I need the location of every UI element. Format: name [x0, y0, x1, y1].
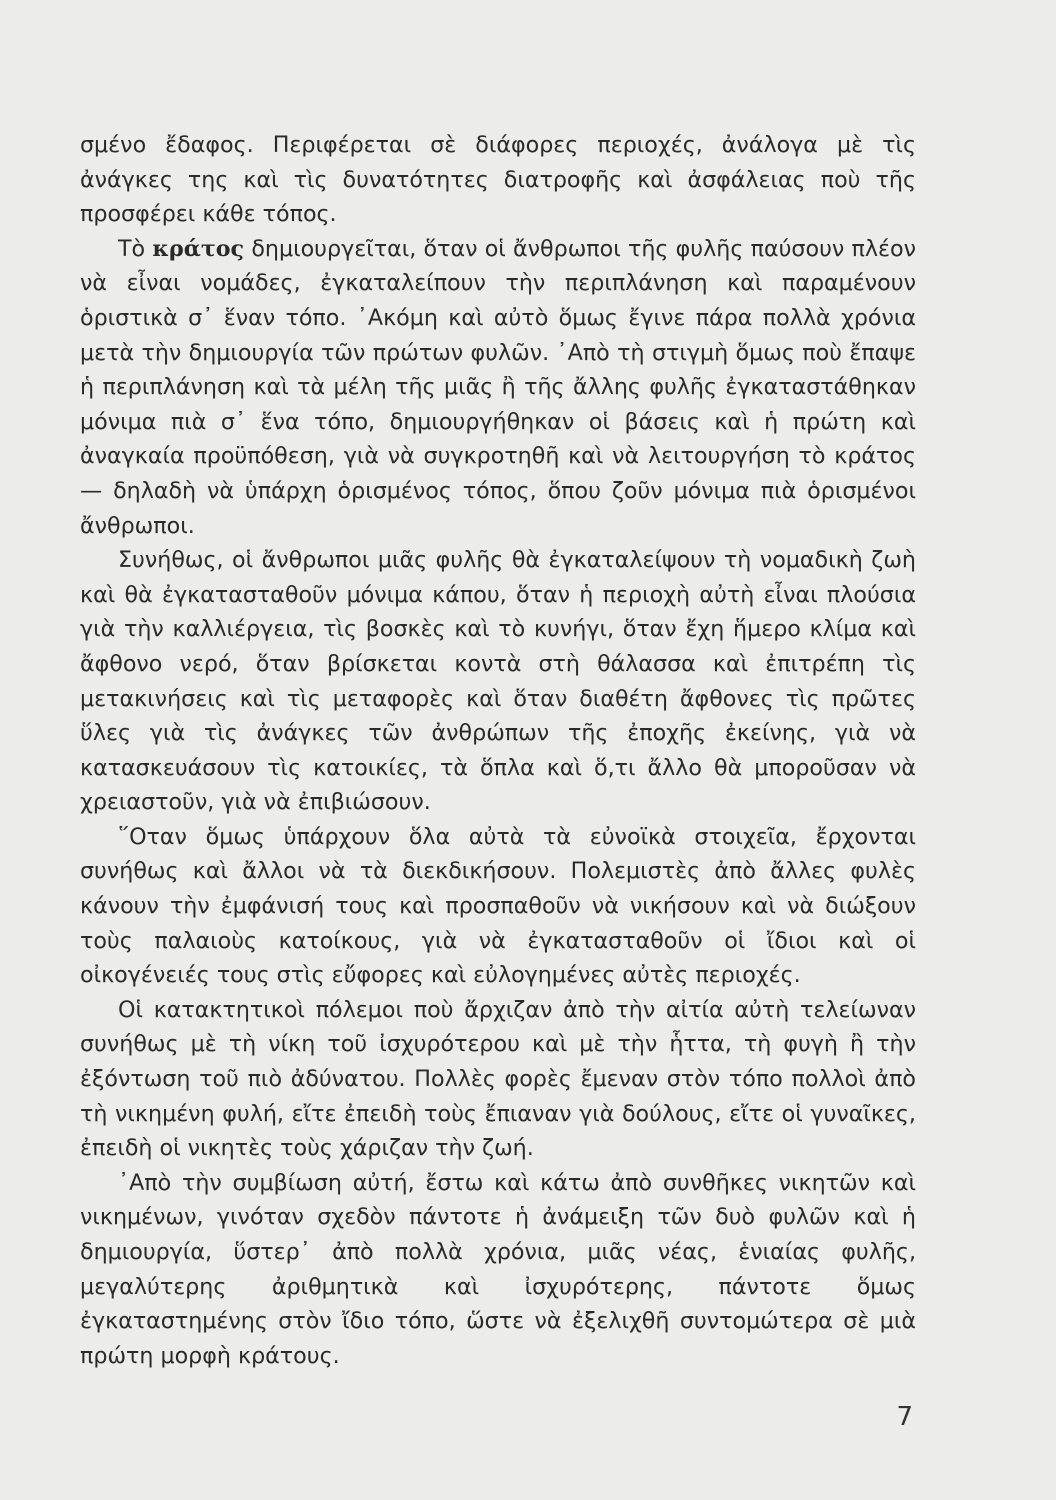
paragraph-4: ῞Οταν ὅμως ὑπάρχουν ὅλα αὐτὰ τὰ εὐνοϊκὰ στοιχεῖα, ἔρχονται συνήθως καὶ ἄλλοι νὰ τὰ διεκδικήσουν. Πολεμιστὲς ἀπὸ ἄλλες φυλὲς κάνουν τὴν ἐμφάνισή τους καὶ προσπαθοῦν νὰ νικήσουν καὶ νὰ διώξουν τοὺς παλαιοὺς κατοίκους, γιὰ νὰ ἐγκατασταθοῦν οἱ ἴδιοι καὶ οἱ οἰκογένειές τους στὶς εὔφορες καὶ εὐλογημένες αὐτὲς περιοχές.: [80, 823, 916, 989]
paragraph-2-lead: Τὸ: [118, 235, 153, 262]
paragraph-3: Συνήθως, οἱ ἄνθρωποι μιᾶς φυλῆς θὰ ἐγκαταλείψουν τὴ νομαδικὴ ζωὴ καὶ θὰ ἐγκατασταθοῦν μόνιμα κάπου, ὅταν ἡ περιοχὴ αὐτὴ εἶναι πλούσια γιὰ τὴν καλλιέργεια, τὶς βοσκὲς καὶ τὸ κυνήγι, ὅταν ἔχη ἥμερο κλίμα καὶ ἄφθονο νερό, ὅταν βρίσκεται κοντὰ στὴ θάλασσα καὶ ἐπιτρέπη τὶς μετακινήσεις καὶ τὶς μεταφορὲς καὶ ὅταν διαθέτη ἄφθονες τὶς πρῶτες ὕλες γιὰ τὶς ἀνάγκες τῶν ἀνθρώπων τῆς ἐποχῆς ἐκείνης, γιὰ νὰ κατασκευάσουν τὶς κατοικίες, τὰ ὅπλα καὶ ὅ,τι ἄλλο θὰ μποροῦσαν νὰ χρειαστοῦν, γιὰ νὰ ἐπιβιώσουν.: [80, 547, 916, 816]
paragraph-2-rest: δημιουργεῖται, ὅταν οἱ ἄνθρωποι τῆς φυλῆς παύσουν πλέον νὰ εἶναι νομάδες, ἐγκαταλείπουν τὴν περιπλάνηση καὶ παραμένουν ὁριστικὰ σ᾿ ἕναν τόπο. ᾿Ακόμη καὶ αὐτὸ ὅμως ἔγινε πάρα πολλὰ χρόνια μετὰ τὴν δημιουργία τῶν πρώτων φυλῶν. ᾿Απὸ τὴ στιγμὴ ὅμως ποὺ ἔπαψε ἡ περιπλάνηση καὶ τὰ μέλη τῆς μιᾶς ἢ τῆς ἄλλης φυλῆς ἐγκαταστάθηκαν μόνιμα πιὰ σ᾿ ἕνα τόπο, δημιουργήθηκαν οἱ βάσεις καὶ ἡ πρώτη καὶ ἀναγκαία προϋπόθεση, γιὰ νὰ συγκροτηθῆ καὶ νὰ λειτουργήση τὸ κράτος — δηλαδὴ νὰ ὑπάρχη ὁρισμένος τόπος, ὅπου ζοῦν μόνιμα πιὰ ὁρισμένοι ἄνθρωποι.: [80, 235, 916, 539]
paragraph-1: σμένο ἔδαφος. Περιφέρεται σὲ διάφορες περιοχές, ἀνάλογα μὲ τὶς ἀνάγκες της καὶ τὶς δυνατότητες διατροφῆς καὶ ἀσφάλειας ποὺ τῆς προσφέρει κάθε τόπος.: [80, 132, 916, 228]
page-number: 7: [896, 1402, 913, 1432]
paragraph-5: Οἱ κατακτητικοὶ πόλεμοι ποὺ ἄρχιζαν ἀπὸ τὴν αἰτία αὐτὴ τελείωναν συνήθως μὲ τὴ νίκη τοῦ ἰσχυρότερου καὶ μὲ τὴν ἧττα, τὴ φυγὴ ἢ τὴν ἐξόντωση τοῦ πιὸ ἀδύνατου. Πολλὲς φορὲς ἔμεναν στὸν τόπο πολλοὶ ἀπὸ τὴ νικημένη φυλή, εἴτε ἐπειδὴ τοὺς ἔπιαναν γιὰ δούλους, εἴτε οἱ γυναῖκες, ἐπειδὴ οἱ νικητὲς τοὺς χάριζαν τὴν ζωή.: [80, 996, 916, 1162]
term-kratos: κράτος: [152, 235, 245, 262]
page-body: [80, 128, 916, 1373]
paragraph-6: ᾿Απὸ τὴν συμβίωση αὐτή, ἔστω καὶ κάτω ἀπὸ συνθῆκες νικητῶν καὶ νικημένων, γινόταν σχεδὸν πάντοτε ἡ ἀνάμειξη τῶν δυὸ φυλῶν καὶ ἡ δημιουργία, ὕστερ᾿ ἀπὸ πολλὰ χρόνια, μιᾶς νέας, ἑνιαίας φυλῆς, μεγαλύτερης ἀριθμητικὰ καὶ ἰσχυρότερης, πάντοτε ὅμως ἐγκαταστημένης στὸν ἴδιο τόπο, ὥστε νὰ ἐξελιχθῆ συντομώτερα σὲ μιὰ πρώτη μορφὴ κράτους.: [80, 1169, 916, 1369]
paragraph-2: [80, 232, 916, 543]
